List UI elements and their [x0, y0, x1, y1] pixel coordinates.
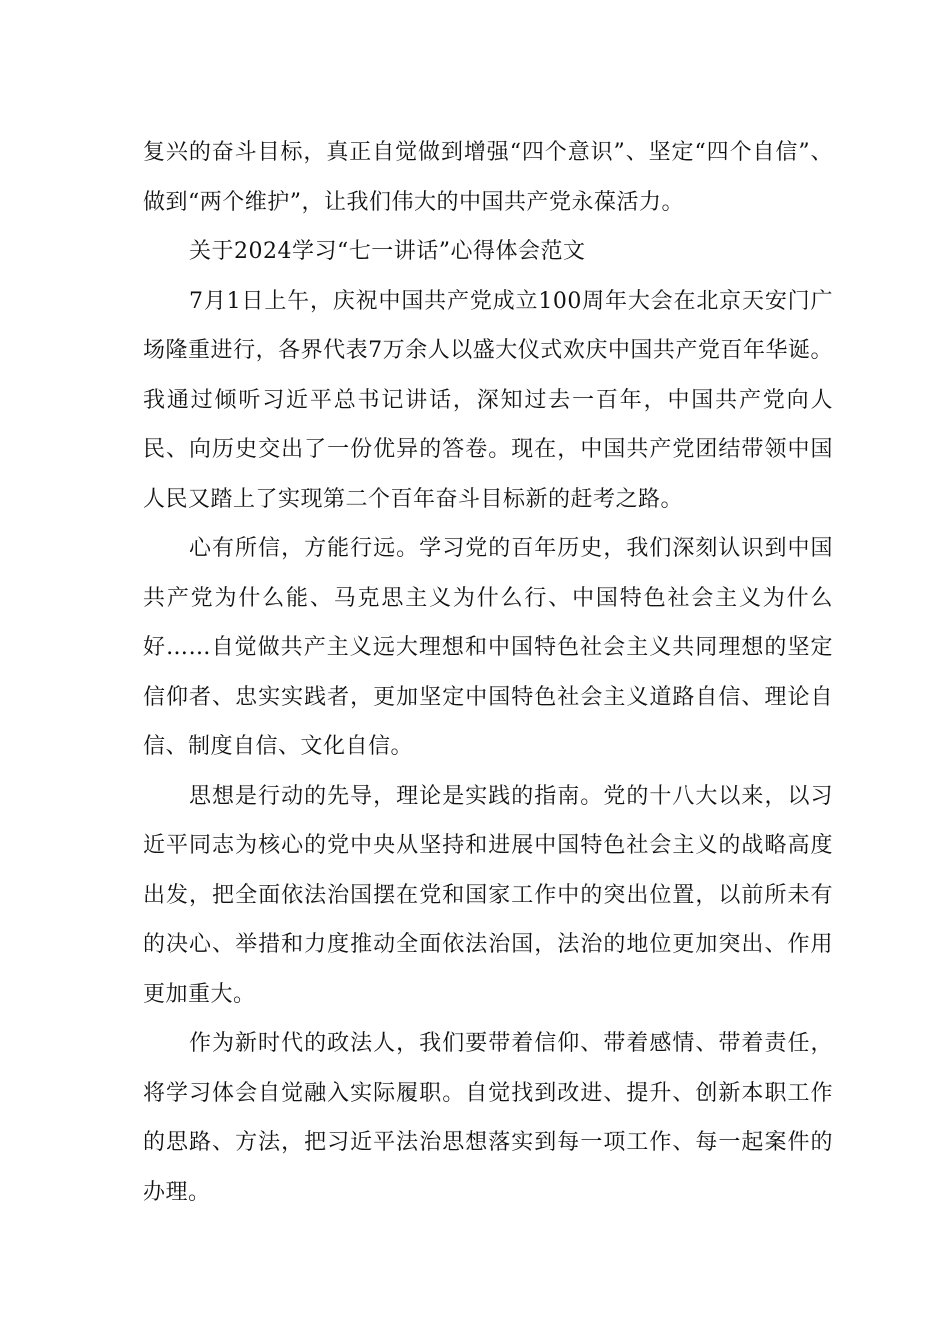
paragraph-theory: 思想是行动的先导，理论是实践的指南。党的十八大以来，以习近平同志为核心的党中央从坚持和进展中国特色社会主义的战略高度出发，把全面依法治国摆在党和国家工作中的突出位置，以前所未有的决心、举措和力度推动全面依法治国，法治的地位更加突出、作用更加重大。	[143, 783, 833, 1007]
paragraph-continuation: 复兴的奋斗目标，真正自觉做到增强“四个意识”、坚定“四个自信”、做到“两个维护”，让我们伟大的中国共产党永葆活力。	[143, 140, 833, 215]
document-body	[143, 128, 833, 1217]
paragraph-practice: 作为新时代的政法人，我们要带着信仰、带着感情、带着责任，将学习体会自觉融入实际履职。自觉找到改进、提升、创新本职工作的思路、方法，把习近平法治思想落实到每一项工作、每一起案件的办理。	[143, 1031, 833, 1205]
paragraph-intro: 7月1日上午，庆祝中国共产党成立100周年大会在北京天安门广场隆重进行，各界代表7万余人以盛大仪式欢庆中国共产党百年华诞。我通过倾听习近平总书记讲话，深知过去一百年，中国共产党向人民、向历史交出了一份优异的答卷。现在，中国共产党团结带领中国人民又踏上了实现第二个百年奋斗目标新的赶考之路。	[143, 288, 833, 512]
section-heading: 关于2024学习“七一讲话”心得体会范文	[189, 239, 586, 264]
paragraph-belief: 心有所信，方能行远。学习党的百年历史，我们深刻认识到中国共产党为什么能、马克思主义为什么行、中国特色社会主义为什么好……自觉做共产主义远大理想和中国特色社会主义共同理想的坚定信仰者、忠实实践者，更加坚定中国特色社会主义道路自信、理论自信、制度自信、文化自信。	[143, 536, 833, 759]
